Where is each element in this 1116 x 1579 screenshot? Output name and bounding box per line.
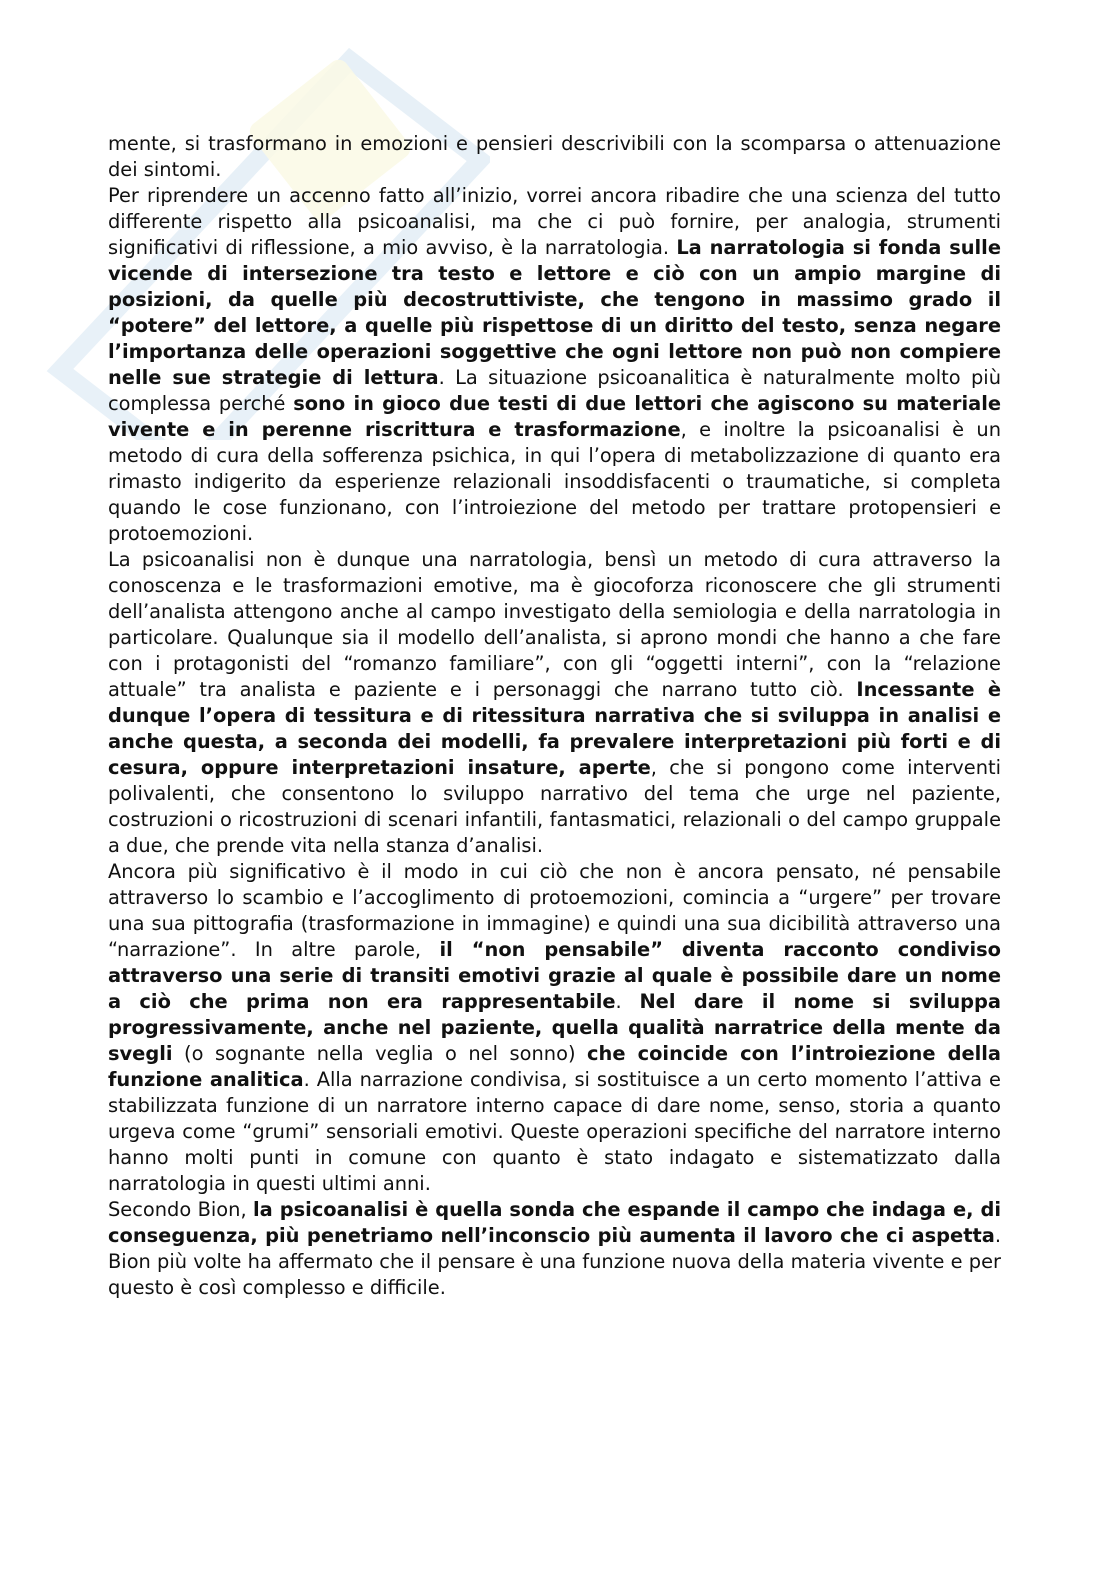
text-segment: . Alla narrazione condivisa, si sostituisce a un certo momento l’attiva e stabilizzata funzione di un narratore interno capace di dare nome, senso, storia a quanto urgeva come “grumi” sensoriali emotivi. Queste operazioni specifiche del narratore interno hanno molti punti in comune con quanto è stato indagato e sistematizzato dalla narratologia in questi ultimi anni.: [108, 1068, 1001, 1195]
paragraph: [108, 547, 1001, 859]
paragraph: [108, 131, 1001, 183]
bold-text-segment: La narratologia si fonda sulle vicende di intersezione tra testo e lettore e ciò con un ampio margine di posizioni, da quelle più decostruttiviste, che tengono in massimo grado il “potere” del lettore, a quelle più rispettose di un diritto del testo, senza negare l’importanza delle operazioni soggettive che ogni lettore non può non compiere nelle sue strategie di lettura: [108, 236, 1001, 389]
text-segment: .: [615, 990, 640, 1013]
text-segment: . Bion più volte ha affermato che il pensare è una funzione nuova della materia vivente e per questo è così complesso e difficile.: [108, 1224, 1001, 1299]
text-segment: . La situazione psicoanalitica è naturalmente molto più complessa perché: [108, 366, 1001, 415]
paragraph: [108, 859, 1001, 1197]
paragraph: [108, 1197, 1001, 1301]
document-body: [108, 131, 1001, 1301]
paragraph: [108, 183, 1001, 547]
bold-text-segment: sono in gioco due testi di due lettori che agiscono su materiale vivente e in perenne riscrittura e trasformazione: [108, 392, 1002, 441]
text-segment: Secondo Bion,: [108, 1198, 254, 1221]
text-segment: Ancora più significativo è il modo in cui ciò che non è ancora pensato, né pensabile attraverso lo scambio e l’accoglimento di protoemozioni, comincia a “urgere” per trovare una sua pittografia (trasformazione in immagine) e quindi una sua dicibilità attraverso una “narrazione”. In altre parole,: [108, 860, 1001, 961]
text-segment: La psicoanalisi non è dunque una narratologia, bensì un metodo di cura attraverso la conoscenza e le trasformazioni emotive, ma è giocoforza riconoscere che gli strumenti dell’analista attengono anche al campo investigato della semiologia e della narratologia in particolare. Qualunque sia il modello dell’analista, si aprono mondi che hanno a che fare con i protagonisti del “romanzo familiare”, con gli “oggetti interni”, con la “relazione attuale” tra analista e paziente e i personaggi che narrano tutto ciò.: [108, 548, 1001, 701]
bold-text-segment: il “non pensabile” diventa racconto condiviso attraverso una serie di transiti emotivi grazie al quale è possibile dare un nome a ciò che prima non era rappresentabile: [108, 938, 1001, 1013]
bold-text-segment: Incessante è dunque l’opera di tessitura e di ritessitura narrativa che si sviluppa in analisi e anche questa, a seconda dei modelli, fa prevalere interpretazioni più forti e di cesura, oppure interpretazioni insature, aperte: [108, 678, 1001, 779]
bold-text-segment: Nel dare il nome si sviluppa progressivamente, anche nel paziente, quella qualità narratrice della mente da svegli: [108, 990, 1002, 1065]
bold-text-segment: che coincide con l’introiezione della funzione analitica: [108, 1042, 1002, 1091]
bold-text-segment: la psicoanalisi è quella sonda che espande il campo che indaga e, di conseguenza, più penetriamo nell’inconscio più aumenta il lavoro che ci aspetta: [108, 1198, 1001, 1247]
text-segment: Per riprendere un accenno fatto all’inizio, vorrei ancora ribadire che una scienza del tutto differente rispetto alla psicoanalisi, ma che ci può fornire, per analogia, strumenti significativi di riflessione, a mio avviso, è la narratologia.: [108, 184, 1001, 259]
text-segment: , e inoltre la psicoanalisi è un metodo di cura della sofferenza psichica, in qui l’opera di metabolizzazione di quanto era rimasto indigerito da esperienze relazionali insoddisfacenti o traumatiche, si completa quando le cose funzionano, con l’introiezione del metodo per trattare protopensieri e protoemozioni.: [108, 418, 1001, 545]
text-segment: , che si pongono come interventi polivalenti, che consentono lo sviluppo narrativo del tema che urge nel paziente, costruzioni o ricostruzioni di scenari infantili, fantasmatici, relazionali o del campo gruppale a due, che prende vita nella stanza d’analisi.: [108, 756, 1001, 857]
text-segment: mente, si trasformano in emozioni e pensieri descrivibili con la scomparsa o attenuazione dei sintomi.: [108, 132, 1001, 181]
text-segment: (o sognante nella veglia o nel sonno): [172, 1042, 588, 1065]
